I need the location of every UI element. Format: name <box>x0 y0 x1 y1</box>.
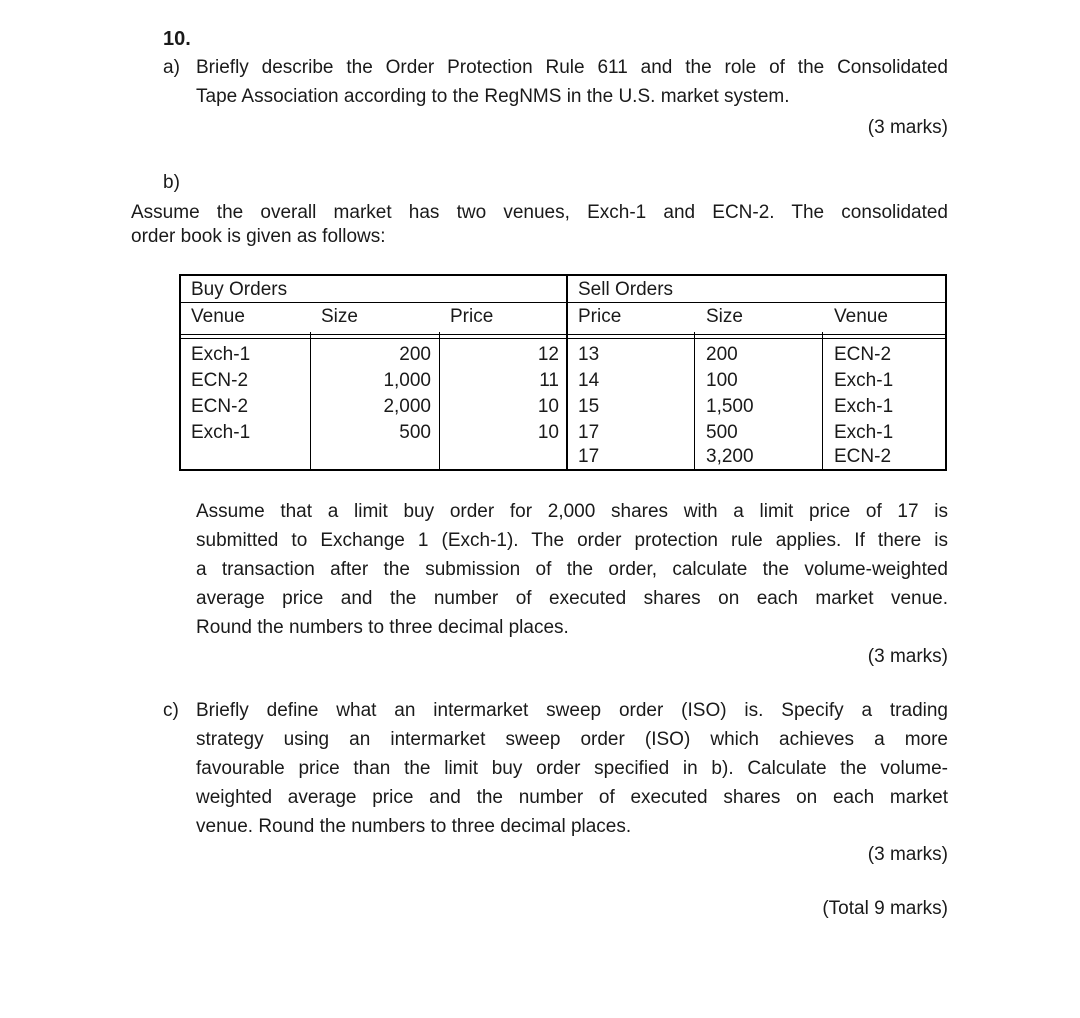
sell-size: 100 <box>706 370 738 391</box>
sell-size: 1,500 <box>706 396 754 417</box>
buy-size: 1,000 <box>383 370 431 391</box>
sell-price: 17 <box>578 422 600 443</box>
buy-price: 12 <box>537 344 559 365</box>
part-b-intro-line-1: Assume the overall market has two venues, Exch-1 and ECN-2. The consolidated <box>131 202 948 223</box>
part-b-label: b) <box>163 172 180 193</box>
buy-venue: Exch-1 <box>191 344 251 365</box>
buy-price: 10 <box>537 422 559 443</box>
part-a-line-1: Briefly describe the Order Protection Rule 611 and the role of the Consolidated <box>196 57 948 78</box>
order-book-table <box>179 274 947 471</box>
buy-price: 10 <box>537 396 559 417</box>
sell-price: 15 <box>578 396 600 417</box>
part-c-marks: (3 marks) <box>867 844 948 865</box>
sell-header-venue: Venue <box>834 306 888 327</box>
title-rule <box>181 302 945 303</box>
sell-header-size: Size <box>706 306 743 327</box>
part-b-body-line-1: Assume that a limit buy order for 2,000 shares with a limit price of 17 is <box>196 501 948 522</box>
col-divider <box>310 332 311 469</box>
sell-venue: Exch-1 <box>834 370 894 391</box>
buy-header-venue: Venue <box>191 306 245 327</box>
part-a-marks: (3 marks) <box>867 117 948 138</box>
part-c-label: c) <box>163 700 179 721</box>
sell-price: 14 <box>578 370 600 391</box>
part-b-body-line-5: Round the numbers to three decimal places. <box>196 617 569 638</box>
part-c-line-1: Briefly define what an intermarket sweep order (ISO) is. Specify a trading <box>196 700 948 721</box>
header-double-rule <box>181 334 945 339</box>
part-b-body-line-3: a transaction after the submission of the order, calculate the volume-weighted <box>196 559 948 580</box>
part-b-marks: (3 marks) <box>867 646 948 667</box>
sell-venue: ECN-2 <box>834 344 892 365</box>
part-c-line-3: favourable price than the limit buy order specified in b). Calculate the volume- <box>196 758 948 779</box>
sell-price: 17 <box>578 446 600 467</box>
sell-venue: Exch-1 <box>834 422 894 443</box>
part-b-body-line-2: submitted to Exchange 1 (Exch-1). The order protection rule applies. If there is <box>196 530 948 551</box>
question-number: 10. <box>163 28 191 50</box>
buy-orders-title: Buy Orders <box>191 279 288 300</box>
part-c-line-5: venue. Round the numbers to three decimal places. <box>196 816 632 837</box>
part-a-line-2: Tape Association according to the RegNMS in the U.S. market system. <box>196 86 790 107</box>
sell-venue: Exch-1 <box>834 396 894 417</box>
buy-venue: ECN-2 <box>191 396 249 417</box>
col-divider <box>694 332 695 469</box>
buy-venue: Exch-1 <box>191 422 251 443</box>
total-marks: (Total 9 marks) <box>822 898 948 919</box>
sell-venue: ECN-2 <box>834 446 892 467</box>
part-c-line-2: strategy using an intermarket sweep order (ISO) which achieves a more <box>196 729 948 750</box>
sell-price: 13 <box>578 344 600 365</box>
part-b-body-line-4: average price and the number of executed shares on each market venue. <box>196 588 948 609</box>
buy-header-size: Size <box>321 306 358 327</box>
sell-size: 3,200 <box>706 446 754 467</box>
col-divider <box>822 332 823 469</box>
part-a-label: a) <box>163 57 180 78</box>
part-c-line-4: weighted average price and the number of executed shares on each market <box>196 787 948 808</box>
buy-header-price: Price <box>450 306 494 327</box>
buy-size: 2,000 <box>383 396 431 417</box>
buy-price: 11 <box>539 370 559 391</box>
col-divider <box>439 332 440 469</box>
buy-sell-divider <box>566 276 568 469</box>
sell-orders-title: Sell Orders <box>578 279 674 300</box>
part-b-intro-line-2: order book is given as follows: <box>131 226 386 247</box>
buy-venue: ECN-2 <box>191 370 249 391</box>
buy-size: 200 <box>399 344 431 365</box>
sell-size: 200 <box>706 344 738 365</box>
buy-size: 500 <box>399 422 431 443</box>
sell-size: 500 <box>706 422 738 443</box>
sell-header-price: Price <box>578 306 622 327</box>
